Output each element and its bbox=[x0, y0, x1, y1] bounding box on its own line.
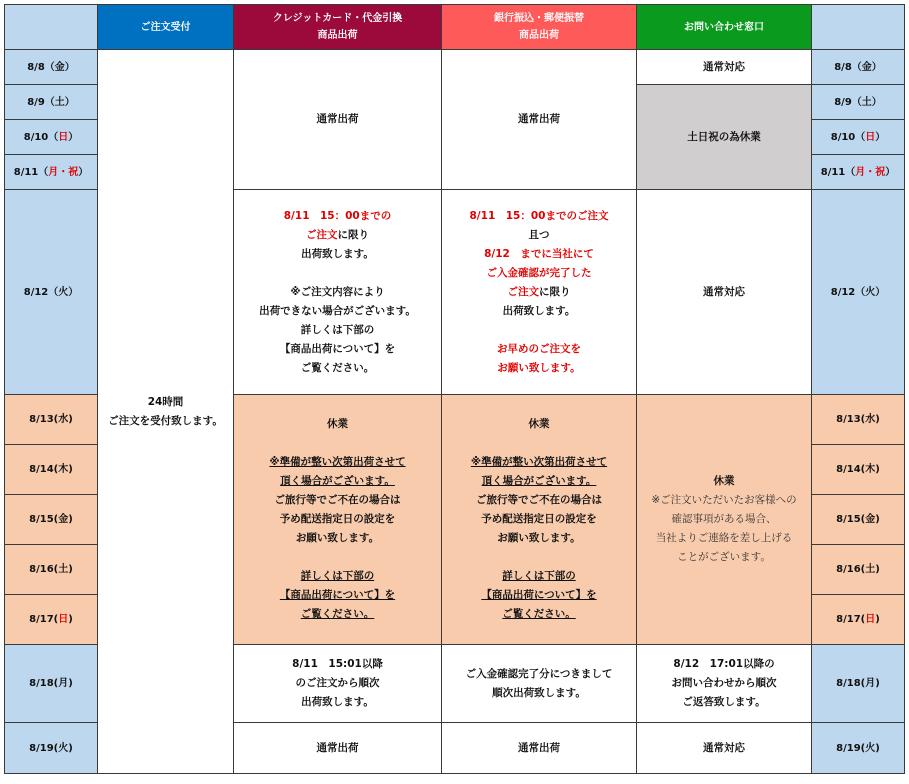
bank-holiday-u4: 【商品出荷について】を bbox=[481, 589, 597, 601]
card-0812-line3: 出荷致します。 bbox=[301, 247, 374, 260]
bank-holiday-u3: 詳しくは下部の bbox=[502, 570, 576, 582]
order-line1: 24時間 bbox=[147, 395, 184, 408]
inquiry-normal-0819: 通常対応 bbox=[637, 723, 812, 774]
card-0818-l3: 出荷致します。 bbox=[301, 696, 374, 708]
bank-holiday-u5: ご覧ください。 bbox=[502, 608, 576, 620]
bank-0812-red5: ご注文 bbox=[507, 285, 539, 298]
date-right-0818: 8/18(月) bbox=[812, 645, 905, 723]
card-holiday-p3: お願い致します。 bbox=[295, 532, 380, 544]
date-0811-a-r: 8/11（ bbox=[820, 166, 856, 178]
date-left-0816: 8/16(土) bbox=[5, 545, 98, 595]
bank-holiday-p2: 予め配送指定日の設定を bbox=[481, 513, 597, 525]
card-holiday-u2: 頂く場合がございます。 bbox=[280, 475, 395, 487]
shipping-schedule-table bbox=[4, 4, 905, 774]
card-0812-line7: 詳しくは下部の bbox=[300, 323, 375, 336]
header-card-line2: 商品出荷 bbox=[317, 30, 358, 41]
inquiry-0818-l2: お問い合わせから順次 bbox=[671, 677, 777, 689]
header-blank-left bbox=[5, 5, 98, 50]
bank-normal-top: 通常出荷 bbox=[442, 50, 637, 190]
card-0812-red1: 8/11 15：00までの bbox=[283, 209, 392, 222]
date-left-0813: 8/13(水) bbox=[5, 395, 98, 445]
bank-0818-l2: 順次出荷致します。 bbox=[492, 686, 586, 699]
bank-holiday-u1: ※準備が整い次第出荷させて bbox=[470, 456, 608, 468]
date-0810-a-r: 8/10（ bbox=[830, 131, 866, 143]
date-0811-holiday: 月・祝 bbox=[48, 166, 79, 178]
bank-0812-red1: 8/11 15：00までのご注文 bbox=[469, 209, 609, 222]
date-right-0812: 8/12（火） bbox=[812, 190, 905, 395]
order-line2: ご注文を受付致します。 bbox=[108, 414, 223, 427]
date-right-0813: 8/13(水) bbox=[812, 395, 905, 445]
inquiry-holiday-l2: 確認事項がある場合、 bbox=[671, 513, 777, 525]
card-0812-line6: 出荷できない場合がございます。 bbox=[259, 304, 416, 317]
date-0811-c-r: ） bbox=[885, 166, 896, 178]
date-right-0814: 8/14(木) bbox=[812, 445, 905, 495]
date-left-0808: 8/8（金） bbox=[5, 50, 98, 85]
date-0810-sunday-r: 日 bbox=[865, 131, 876, 143]
bank-0818-l1: ご入金確認完了分につきまして bbox=[465, 667, 613, 680]
bank-normal-0819: 通常出荷 bbox=[442, 723, 637, 774]
date-0817-sunday: 日 bbox=[58, 614, 69, 625]
date-left-0814: 8/14(木) bbox=[5, 445, 98, 495]
bank-holiday-cell bbox=[442, 395, 637, 645]
card-holiday-u1: ※準備が整い次第出荷させて bbox=[269, 456, 406, 468]
date-0810-a: 8/10（ bbox=[23, 131, 59, 143]
card-0812-line5: ※ご注文内容により bbox=[290, 285, 385, 298]
header-blank-right bbox=[812, 5, 905, 50]
bank-holiday-p3: お願い致します。 bbox=[497, 532, 581, 544]
card-holiday-u3: 詳しくは下部の bbox=[300, 570, 375, 582]
bank-holiday-title: 休業 bbox=[528, 418, 550, 430]
header-card bbox=[234, 5, 442, 50]
date-0811-holiday-r: 月・祝 bbox=[855, 166, 886, 178]
date-left-0819: 8/19(火) bbox=[5, 723, 98, 774]
date-right-0810 bbox=[812, 120, 905, 155]
card-holiday-p1: ご旅行等でご不在の場合は bbox=[274, 494, 401, 506]
card-holiday-title: 休業 bbox=[327, 418, 348, 430]
header-inquiry: お問い合わせ窓口 bbox=[637, 5, 812, 50]
date-0810-c: ） bbox=[68, 131, 79, 143]
date-0817-a: 8/17( bbox=[29, 614, 59, 625]
date-0817-sunday-r: 日 bbox=[865, 614, 876, 625]
card-0812-line8: 【商品出荷について】を bbox=[279, 342, 396, 355]
inquiry-holiday-cell bbox=[637, 395, 812, 645]
header-bank bbox=[442, 5, 637, 50]
bank-0812-line2: 且つ bbox=[528, 228, 550, 241]
card-normal-0819: 通常出荷 bbox=[234, 723, 442, 774]
date-left-0817 bbox=[5, 595, 98, 645]
card-holiday-u5: ご覧ください。 bbox=[300, 608, 375, 620]
date-0817-a-r: 8/17( bbox=[836, 614, 866, 625]
date-0817-c: ) bbox=[68, 614, 73, 625]
card-0818-l1: 8/11 15:01以降 bbox=[292, 658, 383, 670]
card-holiday-p2: 予め配送指定日の設定を bbox=[279, 513, 396, 525]
card-0818-cell bbox=[234, 645, 442, 723]
bank-0812-red3: 8/12 までに当社にて bbox=[484, 247, 594, 260]
bank-0812-red4: ご入金確認が完了した bbox=[486, 266, 592, 279]
inquiry-0818-l1: 8/12 17:01以降の bbox=[673, 658, 775, 670]
inquiry-holiday-title: 休業 bbox=[713, 475, 735, 487]
inquiry-normal-0812: 通常対応 bbox=[637, 190, 812, 395]
order-cell bbox=[98, 50, 234, 774]
header-card-line1: クレジットカード・代金引換 bbox=[272, 13, 403, 24]
header-bank-line2: 商品出荷 bbox=[519, 30, 559, 41]
inquiry-holiday-l3: 当社よりご連絡を差し上げる bbox=[655, 532, 793, 544]
date-0810-c-r: ） bbox=[875, 131, 886, 143]
card-normal-top: 通常出荷 bbox=[234, 50, 442, 190]
inquiry-0818-l3: ご返答致します。 bbox=[682, 696, 766, 708]
date-0817-c-r: ) bbox=[875, 614, 880, 625]
date-right-0816: 8/16(土) bbox=[812, 545, 905, 595]
bank-holiday-u2: 頂く場合がございます。 bbox=[481, 475, 597, 487]
date-left-0811 bbox=[5, 155, 98, 190]
date-left-0809: 8/9（土） bbox=[5, 85, 98, 120]
date-0811-a: 8/11（ bbox=[13, 166, 49, 178]
card-holiday-u4: 【商品出荷について】を bbox=[279, 589, 396, 601]
card-0812-line9: ご覧ください。 bbox=[300, 361, 375, 374]
card-0812-cell bbox=[234, 190, 442, 395]
card-0818-l2: のご注文から順次 bbox=[295, 677, 380, 689]
date-left-0815: 8/15(金) bbox=[5, 495, 98, 545]
card-0812-red2: ご注文 bbox=[306, 228, 338, 241]
date-0811-c: ） bbox=[78, 166, 89, 178]
date-left-0810 bbox=[5, 120, 98, 155]
card-0812-line2-rest: に限り bbox=[337, 228, 369, 241]
date-right-0808: 8/8（金） bbox=[812, 50, 905, 85]
header-bank-line1: 銀行振込・郵便振替 bbox=[494, 13, 584, 24]
inquiry-normal-0808: 通常対応 bbox=[637, 50, 812, 85]
inquiry-holiday-l1: ※ご注文いただいたお客様への bbox=[651, 494, 797, 506]
bank-0812-line6: 出荷致します。 bbox=[502, 304, 576, 317]
bank-0812-cell bbox=[442, 190, 637, 395]
date-0810-sunday: 日 bbox=[58, 131, 69, 143]
inquiry-holiday-l4: ことがございます。 bbox=[677, 551, 771, 563]
date-right-0809: 8/9（土） bbox=[812, 85, 905, 120]
bank-0812-red8: お早めのご注文を bbox=[497, 342, 581, 355]
date-right-0817 bbox=[812, 595, 905, 645]
date-right-0811 bbox=[812, 155, 905, 190]
card-holiday-cell bbox=[234, 395, 442, 645]
bank-0812-red9: お願い致します。 bbox=[497, 361, 581, 374]
bank-0818-cell bbox=[442, 645, 637, 723]
bank-0812-line5-rest: に限り bbox=[539, 285, 571, 298]
bank-holiday-p1: ご旅行等でご不在の場合は bbox=[476, 494, 602, 506]
date-right-0815: 8/15(金) bbox=[812, 495, 905, 545]
date-left-0812: 8/12（火） bbox=[5, 190, 98, 395]
header-order: ご注文受付 bbox=[98, 5, 234, 50]
inquiry-weekend-closed: 土日祝の為休業 bbox=[637, 85, 812, 190]
date-right-0819: 8/19(火) bbox=[812, 723, 905, 774]
inquiry-0818-cell bbox=[637, 645, 812, 723]
date-left-0818: 8/18(月) bbox=[5, 645, 98, 723]
